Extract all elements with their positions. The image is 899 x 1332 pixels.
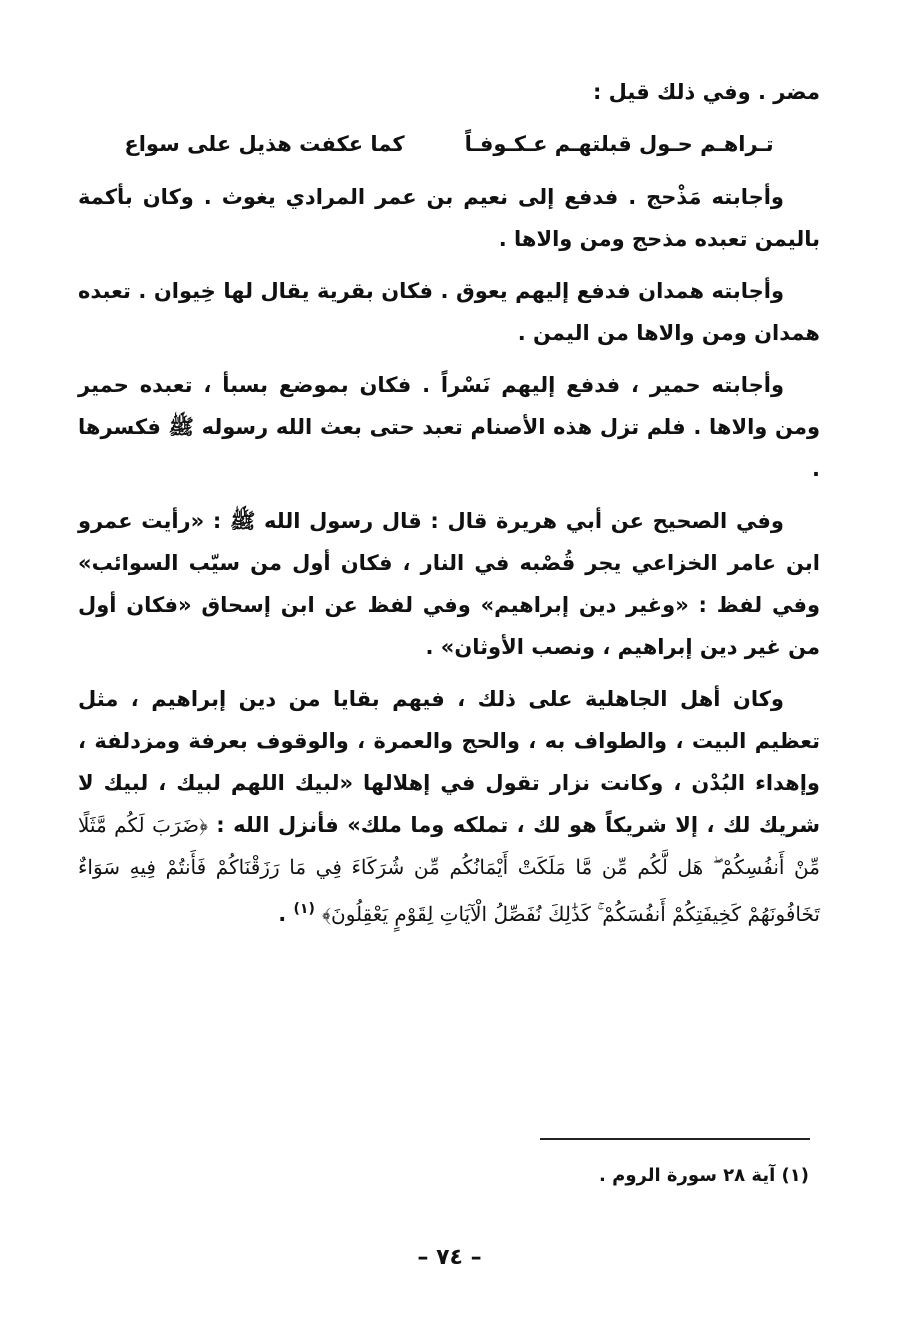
- verse-second-hemistich: كما عكفت هذيل على سواع: [124, 132, 405, 156]
- paragraph-jahiliyya-text: وكان أهل الجاهلية على ذلك ، فيهم بقايا من دين إبراهيم ، مثل تعظيم البيت ، والطواف به ، والحج والعمرة ، والوقوف بعرفة ومزدلفة ، وإهداء البُدْن ، وكانت نزار تقول في إهلالها «لبيك اللهم لبيك ، لبيك لا شريك لك ، إلا شريكاً هو لك ، تملكه وما ملك» فأنزل الله :: [78, 687, 820, 837]
- footnote-marker: (١): [293, 901, 315, 917]
- paragraph-jahiliyya: [78, 678, 820, 935]
- footnote: (١) آية ٢٨ سورة الروم .: [599, 1165, 809, 1186]
- footnote-divider: [540, 1138, 810, 1140]
- quran-verse: ﴿ضَرَبَ لَكُم مَّثَلًا مِّنْ أَنفُسِكُمْ ۖ هَل لَّكُم مِّن مَّا مَلَكَتْ أَيْمَانُكُم مِّن شُرَكَاءَ فِي مَا رَزَقْنَاكُمْ فَأَنتُمْ فِيهِ سَوَاءٌ تَخَافُونَهُمْ كَخِيفَتِكُمْ أَنفُسَكُمْ ۚ كَذَٰلِكَ نُفَصِّلُ الْآيَاتِ لِقَوْمٍ يَعْقِلُونَ﴾: [78, 813, 820, 926]
- paragraph-hadith: وفي الصحيح عن أبي هريرة قال : قال رسول الله ﷺ : «رأيت عمرو ابن عامر الخزاعي يجر قُصْبه في النار ، فكان أول من سيّب السوائب» وفي لفظ : «وغير دين إبراهيم» وفي لفظ عن ابن إسحاق «فكان أول من غير دين إبراهيم ، ونصب الأوثان» .: [78, 509, 820, 659]
- page-body: [78, 70, 820, 935]
- paragraph-hamdan: وأجابته همدان فدفع إليهم يعوق . فكان بقرية يقال لها خِيوان . تعبده همدان ومن والاها من اليمن .: [78, 279, 820, 345]
- paragraph-himyar: وأجابته حمير ، فدفع إليهم نَسْراً . فكان بموضع بسبأ ، تعبده حمير ومن والاها . فلم تزل هذه الأصنام تعبد حتى بعث الله رسوله ﷺ فكسرها .: [78, 373, 820, 481]
- verse-first-hemistich: تـراهـم حـول قبلتهـم عـكـوفـاً: [464, 132, 774, 156]
- poetry-verse: [78, 122, 820, 166]
- page-number: – ٧٤ –: [417, 1245, 482, 1270]
- intro-line: مضر . وفي ذلك قيل :: [592, 80, 820, 104]
- paragraph-madhhij: وأجابته مَذْحج . فدفع إلى نعيم بن عمر المرادي يغوث . وكان بأكمة باليمن تعبده مذحج ومن والاها .: [78, 185, 820, 251]
- paragraph-end: .: [278, 902, 287, 926]
